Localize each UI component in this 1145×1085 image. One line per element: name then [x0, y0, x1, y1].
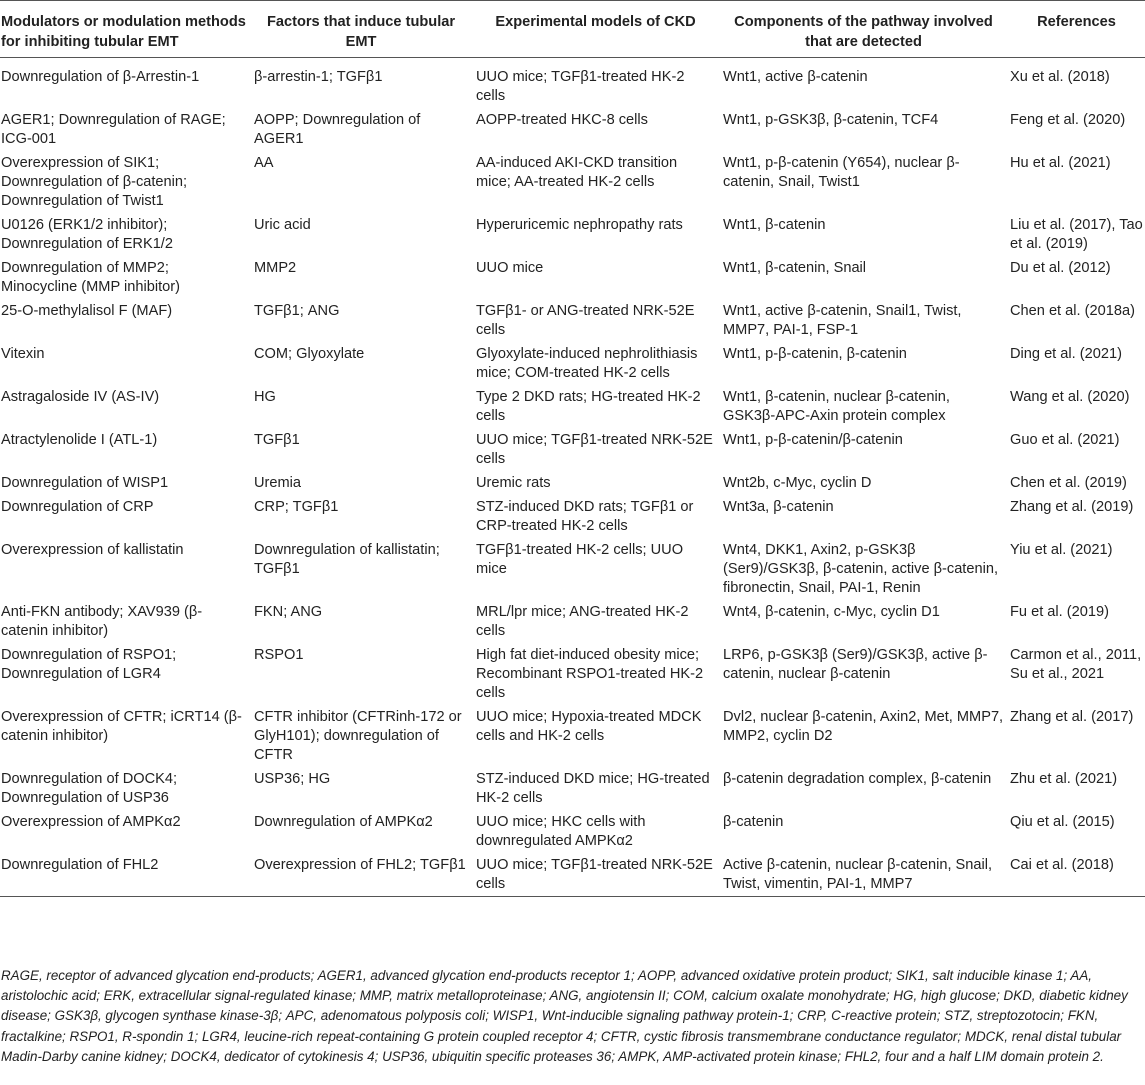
- cell-modulator: Downregulation of FHL2: [1, 857, 159, 873]
- cell-model: UUO mice; TGFβ1-treated NRK-52E cells: [476, 857, 713, 892]
- cell-components: Wnt1, β-catenin: [723, 217, 826, 233]
- table-row: [0, 58, 1145, 109]
- cell-model: AOPP-treated HKC-8 cells: [476, 112, 648, 128]
- cell-factor: AOPP; Downregulation of AGER1: [254, 112, 421, 147]
- cell-modulator: Downregulation of CRP: [1, 499, 154, 515]
- cell-model: Uremic rats: [476, 475, 551, 491]
- cell-components: Dvl2, nuclear β-catenin, Axin2, Met, MMP7, MMP2, cyclin D2: [723, 709, 1004, 744]
- cell-reference: Qiu et al. (2015): [1010, 814, 1115, 830]
- table-row: [0, 108, 1145, 151]
- cell-components: Wnt3a, β-catenin: [723, 499, 834, 515]
- cell-reference: Yiu et al. (2021): [1010, 542, 1113, 558]
- cell-reference: Chen et al. (2018a): [1010, 303, 1135, 319]
- cell-reference: Du et al. (2012): [1010, 260, 1111, 276]
- table-row: [0, 342, 1145, 385]
- cell-modulator: Atractylenolide I (ATL-1): [1, 432, 158, 448]
- cell-model: High fat diet-induced obesity mice; Recombinant RSPO1-treated HK-2 cells: [476, 647, 704, 701]
- cell-components: Active β-catenin, nuclear β-catenin, Snail, Twist, vimentin, PAI-1, MMP7: [723, 857, 993, 892]
- cell-modulator: Astragaloside IV (AS-IV): [1, 389, 160, 405]
- cell-reference: Fu et al. (2019): [1010, 604, 1109, 620]
- cell-modulator: Overexpression of SIK1; Downregulation of β-catenin; Downregulation of Twist1: [1, 155, 188, 209]
- cell-components: Wnt1, p-β-catenin, β-catenin: [723, 346, 907, 362]
- cell-modulator: Downregulation of DOCK4; Downregulation of USP36: [1, 771, 178, 806]
- table-row: [0, 213, 1145, 256]
- cell-components: Wnt4, β-catenin, c-Myc, cyclin D1: [723, 604, 940, 620]
- cell-factor: CFTR inhibitor (CFTRinh-172 or GlyH101); downregulation of CFTR: [254, 709, 462, 763]
- cell-components: Wnt1, p-GSK3β, β-catenin, TCF4: [723, 112, 939, 128]
- table-row: [0, 471, 1145, 495]
- table-row: [0, 705, 1145, 767]
- cell-factor: AA: [254, 155, 274, 171]
- cell-modulator: U0126 (ERK1/2 inhibitor); Downregulation of ERK1/2: [1, 217, 173, 252]
- cell-model: TGFβ1- or ANG-treated NRK-52E cells: [476, 303, 695, 338]
- cell-factor: Overexpression of FHL2; TGFβ1: [254, 857, 466, 873]
- cell-components: Wnt1, active β-catenin: [723, 69, 868, 85]
- cell-model: Glyoxylate-induced nephrolithiasis mice; COM-treated HK-2 cells: [476, 346, 698, 381]
- cell-components: Wnt2b, c-Myc, cyclin D: [723, 475, 872, 491]
- cell-factor: CRP; TGFβ1: [254, 499, 339, 515]
- cell-factor: Uric acid: [254, 217, 311, 233]
- cell-components: β-catenin degradation complex, β-catenin: [723, 771, 992, 787]
- table-row: [0, 385, 1145, 428]
- cell-reference: Guo et al. (2021): [1010, 432, 1120, 448]
- cell-modulator: Vitexin: [1, 346, 45, 362]
- cell-components: LRP6, p-GSK3β (Ser9)/GSK3β, active β-catenin, nuclear β-catenin: [723, 647, 988, 682]
- header-references: References: [1037, 14, 1116, 30]
- cell-modulator: Overexpression of kallistatin: [1, 542, 184, 558]
- table-row: [0, 256, 1145, 299]
- cell-model: UUO mice; TGFβ1-treated HK-2 cells: [476, 69, 685, 104]
- cell-reference: Cai et al. (2018): [1010, 857, 1114, 873]
- cell-factor: FKN; ANG: [254, 604, 323, 620]
- table-row: [0, 538, 1145, 600]
- table-row: [0, 428, 1145, 471]
- table-footnote: RAGE, receptor of advanced glycation end-products; AGER1, advanced glycation end-products receptor 1; AOPP, advanced oxidative protein product; SIK1, salt inducible kinase 1; AA, aristolochic acid; ERK, extracellular signal-regulated kinase; MMP, matrix metalloproteinase; ANG, angiotensin II; COM, calcium oxalate monohydrate; HG, high glucose; DKD, diabetic kidney disease; GSK3β, glycogen synthase kinase-3β; APC, adenomatous polyposis coli; WISP1, Wnt-inducible signaling pathway protein-1; CRP, C-reactive protein; STZ, streptozotocin; FKN, fractalkine; RSPO1, R-spondin 1; LGR4, leucine-rich repeat-containing G protein coupled receptor 4; CFTR, cystic fibrosis transmembrane conductance regulator; MDCK, renal distal tubular Madin-Darby canine kidney; DOCK4, dedicator of cytokinesis 4; USP36, ubiquitin specific proteases 36; AMPK, AMP-activated protein kinase; FHL2, four and a half LIM domain protein 2.: [1, 968, 1128, 1064]
- cell-components: Wnt1, β-catenin, Snail: [723, 260, 867, 276]
- table-row: [0, 643, 1145, 705]
- cell-factor: Uremia: [254, 475, 302, 491]
- cell-components: Wnt1, p-β-catenin (Y654), nuclear β-catenin, Snail, Twist1: [723, 155, 960, 190]
- cell-reference: Zhu et al. (2021): [1010, 771, 1118, 787]
- cell-reference: Xu et al. (2018): [1010, 69, 1110, 85]
- cell-components: Wnt1, active β-catenin, Snail1, Twist, MMP7, PAI-1, FSP-1: [723, 303, 962, 338]
- cell-factor: MMP2: [254, 260, 297, 276]
- table-body: [0, 58, 1145, 897]
- cell-model: UUO mice: [476, 260, 544, 276]
- cell-reference: Hu et al. (2021): [1010, 155, 1111, 171]
- table-row: [0, 151, 1145, 213]
- cell-model: UUO mice; Hypoxia-treated MDCK cells and HK-2 cells: [476, 709, 702, 744]
- cell-modulator: AGER1; Downregulation of RAGE; ICG-001: [1, 112, 226, 147]
- cell-reference: Feng et al. (2020): [1010, 112, 1126, 128]
- cell-components: Wnt1, β-catenin, nuclear β-catenin, GSK3β-APC-Axin protein complex: [723, 389, 950, 424]
- cell-reference: Ding et al. (2021): [1010, 346, 1122, 362]
- cell-model: Hyperuricemic nephropathy rats: [476, 217, 683, 233]
- cell-modulator: Downregulation of β-Arrestin-1: [1, 69, 200, 85]
- cell-model: UUO mice; HKC cells with downregulated AMPKα2: [476, 814, 646, 849]
- header-components: Components of the pathway involved that are detected: [734, 14, 993, 50]
- cell-model: Type 2 DKD rats; HG-treated HK-2 cells: [476, 389, 701, 424]
- table-row: [0, 495, 1145, 538]
- cell-modulator: Overexpression of AMPKα2: [1, 814, 181, 830]
- table-row: [0, 853, 1145, 897]
- cell-reference: Wang et al. (2020): [1010, 389, 1130, 405]
- cell-components: Wnt1, p-β-catenin/β-catenin: [723, 432, 903, 448]
- cell-factor: TGFβ1: [254, 432, 300, 448]
- header-models: Experimental models of CKD: [495, 14, 696, 30]
- header-row: [0, 1, 1145, 58]
- cell-factor: COM; Glyoxylate: [254, 346, 365, 362]
- table-row: [0, 810, 1145, 853]
- cell-components: β-catenin: [723, 814, 784, 830]
- table-row: [0, 767, 1145, 810]
- cell-factor: Downregulation of kallistatin; TGFβ1: [254, 542, 440, 577]
- table-row: [0, 600, 1145, 643]
- cell-components: Wnt4, DKK1, Axin2, p-GSK3β (Ser9)/GSK3β, β-catenin, active β-catenin, fibronectin, Snail, PAI-1, Renin: [723, 542, 999, 596]
- cell-factor: HG: [254, 389, 276, 405]
- table-header: [0, 1, 1145, 58]
- cell-factor: Downregulation of AMPKα2: [254, 814, 433, 830]
- cell-modulator: Anti-FKN antibody; XAV939 (β-catenin inhibitor): [1, 604, 203, 639]
- header-modulators: Modulators or modulation methods for inhibiting tubular EMT: [1, 14, 246, 50]
- cell-reference: Zhang et al. (2017): [1010, 709, 1134, 725]
- cell-reference: Carmon et al., 2011, Su et al., 2021: [1010, 647, 1142, 682]
- cell-modulator: 25-O-methylalisol F (MAF): [1, 303, 173, 319]
- cell-factor: β-arrestin-1; TGFβ1: [254, 69, 383, 85]
- table-row: [0, 299, 1145, 342]
- cell-reference: Liu et al. (2017), Tao et al. (2019): [1010, 217, 1143, 252]
- cell-model: MRL/lpr mice; ANG-treated HK-2 cells: [476, 604, 689, 639]
- cell-modulator: Overexpression of CFTR; iCRT14 (β-catenin inhibitor): [1, 709, 242, 744]
- cell-model: UUO mice; TGFβ1-treated NRK-52E cells: [476, 432, 713, 467]
- cell-reference: Zhang et al. (2019): [1010, 499, 1134, 515]
- cell-reference: Chen et al. (2019): [1010, 475, 1127, 491]
- cell-model: STZ-induced DKD rats; TGFβ1 or CRP-treated HK-2 cells: [476, 499, 694, 534]
- cell-modulator: Downregulation of RSPO1; Downregulation of LGR4: [1, 647, 177, 682]
- cell-factor: USP36; HG: [254, 771, 331, 787]
- cell-factor: RSPO1: [254, 647, 304, 663]
- header-factors: Factors that induce tubular EMT: [266, 14, 456, 50]
- cell-model: TGFβ1-treated HK-2 cells; UUO mice: [476, 542, 684, 577]
- cell-model: STZ-induced DKD mice; HG-treated HK-2 cells: [476, 771, 710, 806]
- cell-modulator: Downregulation of WISP1: [1, 475, 169, 491]
- cell-factor: TGFβ1; ANG: [254, 303, 340, 319]
- cell-modulator: Downregulation of MMP2; Minocycline (MMP inhibitor): [1, 260, 180, 295]
- cell-model: AA-induced AKI-CKD transition mice; AA-treated HK-2 cells: [476, 155, 678, 190]
